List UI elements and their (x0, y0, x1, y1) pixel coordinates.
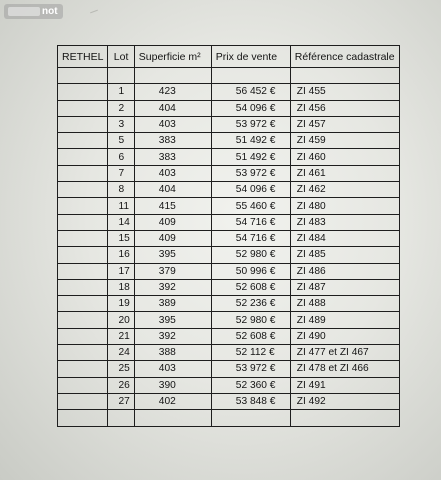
cell-lot: 20 (108, 312, 134, 328)
cell-lot: 21 (108, 328, 134, 344)
cell-rethel (58, 312, 108, 328)
table-body (58, 68, 400, 427)
cell-prix: 51 492 € (211, 149, 290, 165)
cell-superficie: 403 (134, 116, 211, 132)
cell-rethel (58, 361, 108, 377)
table-row (58, 263, 400, 279)
table-row (58, 214, 400, 230)
header-rethel: RETHEL (58, 46, 108, 68)
cell-reference: ZI 477 et ZI 467 (290, 345, 399, 361)
cell-prix: 52 360 € (211, 377, 290, 393)
cell-rethel (58, 149, 108, 165)
cell-prix: 56 452 € (211, 84, 290, 100)
cell-rethel (58, 198, 108, 214)
cell-prix: 52 980 € (211, 247, 290, 263)
cell-superficie (134, 68, 211, 84)
cell-superficie: 395 (134, 312, 211, 328)
cell-lot: 14 (108, 214, 134, 230)
cell-reference: ZI 491 (290, 377, 399, 393)
cell-reference: ZI 485 (290, 247, 399, 263)
cell-reference: ZI 456 (290, 100, 399, 116)
cell-reference: ZI 461 (290, 165, 399, 181)
cell-rethel (58, 182, 108, 198)
cell-reference: ZI 460 (290, 149, 399, 165)
cell-superficie: 415 (134, 198, 211, 214)
cell-prix: 52 236 € (211, 296, 290, 312)
cell-reference: ZI 487 (290, 279, 399, 295)
cell-rethel (58, 84, 108, 100)
cell-prix: 53 972 € (211, 116, 290, 132)
table-row (58, 247, 400, 263)
header-lot: Lot (108, 46, 134, 68)
cell-rethel (58, 230, 108, 246)
cell-lot (108, 68, 134, 84)
watermark-blurred-text (8, 7, 40, 16)
cell-lot: 8 (108, 182, 134, 198)
cell-lot: 19 (108, 296, 134, 312)
cell-lot: 16 (108, 247, 134, 263)
cell-lot: 17 (108, 263, 134, 279)
cell-lot: 2 (108, 100, 134, 116)
cell-lot: 15 (108, 230, 134, 246)
cell-reference: ZI 462 (290, 182, 399, 198)
cell-lot: 25 (108, 361, 134, 377)
cell-reference: ZI 480 (290, 198, 399, 214)
cell-prix: 54 716 € (211, 214, 290, 230)
table-row (58, 133, 400, 149)
cell-lot: 27 (108, 393, 134, 409)
cell-reference: ZI 486 (290, 263, 399, 279)
cell-prix: 52 608 € (211, 279, 290, 295)
cell-reference: ZI 492 (290, 393, 399, 409)
table-row (58, 328, 400, 344)
cell-superficie: 392 (134, 279, 211, 295)
cell-rethel (58, 100, 108, 116)
cell-prix: 53 848 € (211, 393, 290, 409)
table-row (58, 165, 400, 181)
watermark-text: not (42, 6, 58, 17)
cell-lot: 24 (108, 345, 134, 361)
cell-prix: 54 716 € (211, 230, 290, 246)
cell-superficie: 395 (134, 247, 211, 263)
table-row (58, 149, 400, 165)
cell-reference: ZI 490 (290, 328, 399, 344)
cell-prix: 54 096 € (211, 100, 290, 116)
table-row (58, 68, 400, 84)
cell-superficie: 390 (134, 377, 211, 393)
cell-prix: 54 096 € (211, 182, 290, 198)
cell-prix: 52 608 € (211, 328, 290, 344)
table-row (58, 182, 400, 198)
table-row (58, 100, 400, 116)
cell-reference: ZI 483 (290, 214, 399, 230)
cell-reference (290, 68, 399, 84)
cell-lot: 11 (108, 198, 134, 214)
cell-superficie: 423 (134, 84, 211, 100)
cell-superficie: 383 (134, 149, 211, 165)
table-row (58, 116, 400, 132)
cell-rethel (58, 68, 108, 84)
cell-superficie: 389 (134, 296, 211, 312)
cell-reference: ZI 459 (290, 133, 399, 149)
cell-prix: 53 972 € (211, 361, 290, 377)
header-reference: Référence cadastrale (290, 46, 399, 68)
cell-lot: 3 (108, 116, 134, 132)
table-row (58, 198, 400, 214)
cell-lot (108, 410, 134, 426)
table-row (58, 361, 400, 377)
cell-rethel (58, 328, 108, 344)
cell-lot: 1 (108, 84, 134, 100)
cell-rethel (58, 116, 108, 132)
cell-rethel (58, 279, 108, 295)
cell-rethel (58, 377, 108, 393)
cell-prix: 51 492 € (211, 133, 290, 149)
cell-superficie: 379 (134, 263, 211, 279)
cell-lot: 6 (108, 149, 134, 165)
cell-reference: ZI 488 (290, 296, 399, 312)
table-row (58, 230, 400, 246)
header-superficie: Superficie m² (134, 46, 211, 68)
cell-rethel (58, 345, 108, 361)
table-row (58, 279, 400, 295)
cell-superficie: 409 (134, 230, 211, 246)
cell-rethel (58, 263, 108, 279)
cell-prix (211, 410, 290, 426)
cell-prix: 55 460 € (211, 198, 290, 214)
table-row (58, 312, 400, 328)
cell-superficie: 388 (134, 345, 211, 361)
cell-rethel (58, 393, 108, 409)
cell-reference: ZI 484 (290, 230, 399, 246)
cell-prix (211, 68, 290, 84)
cell-lot: 18 (108, 279, 134, 295)
cell-reference: ZI 478 et ZI 466 (290, 361, 399, 377)
cell-prix: 53 972 € (211, 165, 290, 181)
watermark-badge (4, 4, 63, 19)
cell-reference: ZI 489 (290, 312, 399, 328)
table-row (58, 345, 400, 361)
cell-rethel (58, 247, 108, 263)
cell-rethel (58, 165, 108, 181)
cell-prix: 52 112 € (211, 345, 290, 361)
cell-lot: 26 (108, 377, 134, 393)
cell-rethel (58, 214, 108, 230)
table-row (58, 296, 400, 312)
cell-superficie: 404 (134, 100, 211, 116)
cell-superficie: 404 (134, 182, 211, 198)
header-prix: Prix de vente (211, 46, 290, 68)
cell-superficie: 403 (134, 361, 211, 377)
cell-superficie: 392 (134, 328, 211, 344)
table-row (58, 84, 400, 100)
cell-prix: 50 996 € (211, 263, 290, 279)
cell-lot: 5 (108, 133, 134, 149)
lots-table (57, 45, 400, 427)
cell-rethel (58, 133, 108, 149)
cell-superficie (134, 410, 211, 426)
cell-lot: 7 (108, 165, 134, 181)
cell-reference: ZI 457 (290, 116, 399, 132)
cell-superficie: 383 (134, 133, 211, 149)
cell-rethel (58, 296, 108, 312)
table-row (58, 377, 400, 393)
cell-superficie: 409 (134, 214, 211, 230)
cell-rethel (58, 410, 108, 426)
cell-prix: 52 980 € (211, 312, 290, 328)
table-row (58, 410, 400, 426)
cell-reference (290, 410, 399, 426)
table-row (58, 393, 400, 409)
cell-superficie: 402 (134, 393, 211, 409)
table-header-row (58, 46, 400, 68)
cell-superficie: 403 (134, 165, 211, 181)
cell-reference: ZI 455 (290, 84, 399, 100)
